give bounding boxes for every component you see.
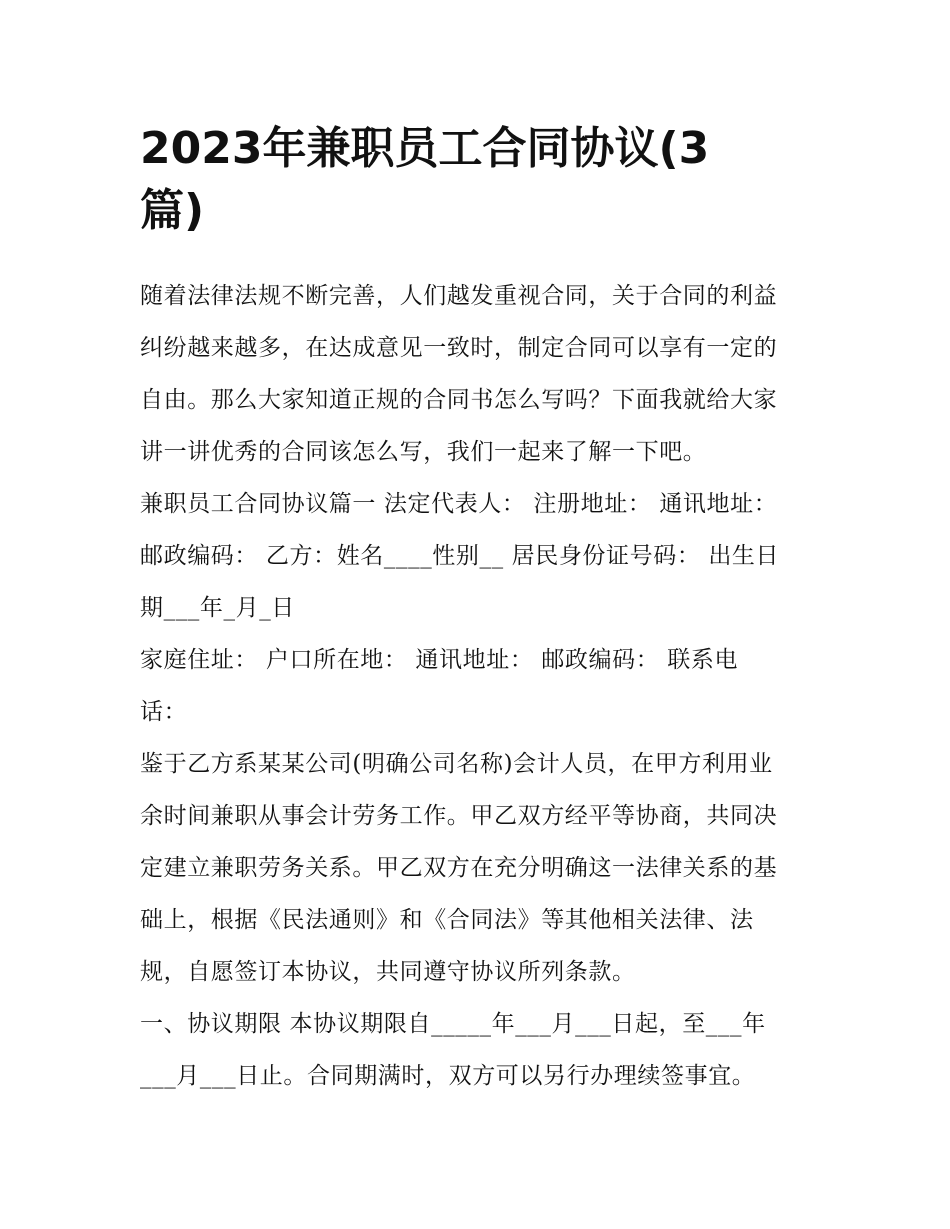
text-line: ___月___日止。合同期满时，双方可以另行办理续签事宜。	[140, 1063, 756, 1089]
text-line: 一、协议期限 本协议期限自_____年___月___日起，至___年	[140, 1011, 766, 1037]
text-line: 话：	[140, 699, 188, 725]
text-line: 讲一讲优秀的合同该怎么写，我们一起来了解一下吧。	[140, 439, 707, 465]
term-clause-paragraph	[140, 998, 812, 1102]
address-paragraph	[140, 634, 812, 738]
text-line: 规，自愿签订本协议，共同遵守协议所列条款。	[140, 959, 636, 985]
text-line: 自由。那么大家知道正规的合同书怎么写吗？下面我就给大家	[140, 387, 778, 413]
text-line: 础上，根据《民法通则》和《合同法》等其他相关法律、法	[140, 907, 754, 933]
text-line: 余时间兼职从事会计劳务工作。甲乙双方经平等协商，共同决	[140, 803, 778, 829]
text-line: 兼职员工合同协议篇一 法定代表人： 注册地址： 通讯地址：	[140, 491, 778, 517]
document-page	[140, 118, 812, 1102]
document-title	[140, 118, 812, 242]
text-line: 邮政编码： 乙方：姓名____性别__ 居民身份证号码： 出生日	[140, 543, 780, 569]
text-line: 定建立兼职劳务关系。甲乙双方在充分明确这一法律关系的基	[140, 855, 778, 881]
title-line: 2023年兼职员工合同协议(3	[140, 123, 710, 174]
intro-paragraph	[140, 270, 812, 478]
text-line: 家庭住址： 户口所在地： 通讯地址： 邮政编码： 联系电	[140, 647, 739, 673]
preamble-paragraph	[140, 738, 812, 998]
text-line: 纠纷越来越多，在达成意见一致时，制定合同可以享有一定的	[140, 335, 778, 361]
text-line: 鉴于乙方系某某公司(明确公司名称)会计人员，在甲方利用业	[140, 751, 773, 777]
title-line: 篇)	[140, 185, 205, 236]
party-info-paragraph	[140, 478, 812, 634]
text-line: 期___年_月_日	[140, 595, 295, 621]
text-line: 随着法律法规不断完善，人们越发重视合同，关于合同的利益	[140, 283, 778, 309]
